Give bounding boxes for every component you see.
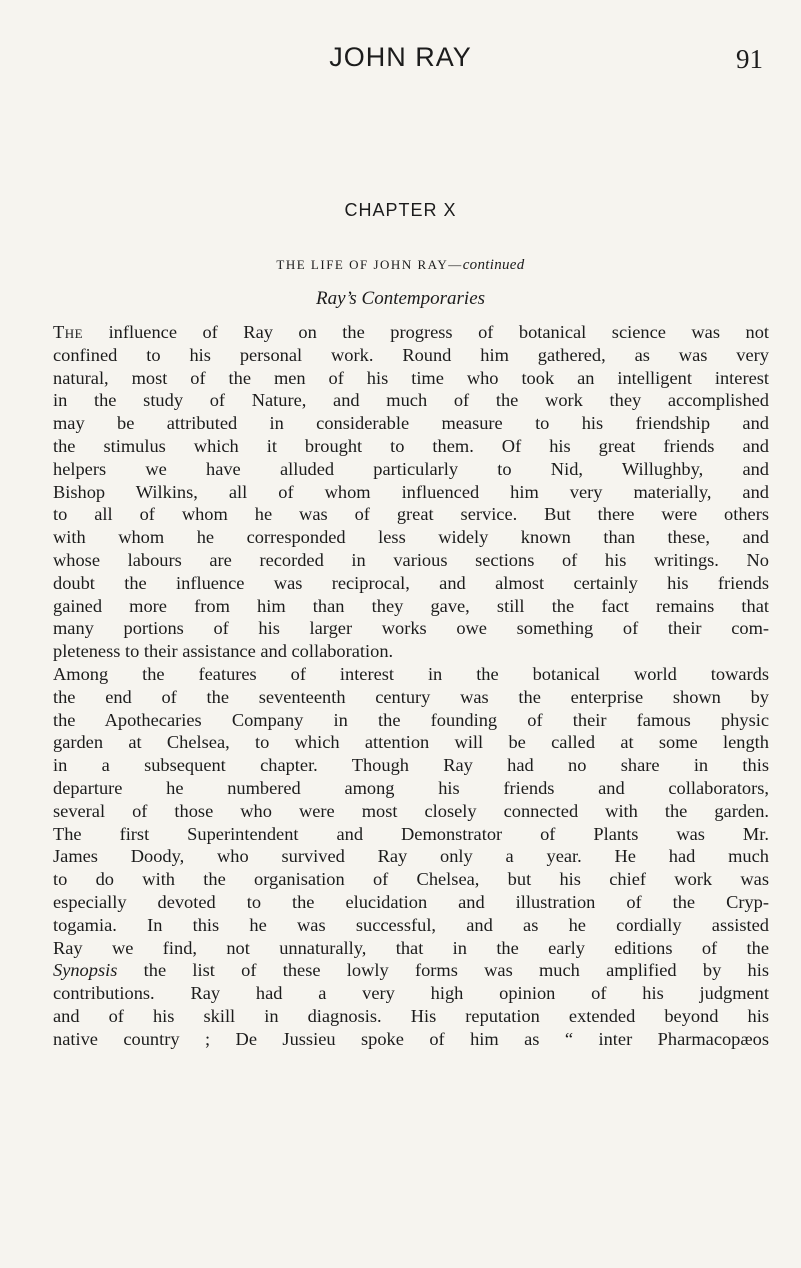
- running-head: [0, 40, 801, 80]
- text-line: the end of the seventeenth century was the enterprise shown by: [53, 686, 769, 707]
- text-line: whose labours are recorded in various sections of his writings. No: [53, 549, 769, 570]
- text-line: Among the features of interest in the botanical world towards: [53, 663, 769, 684]
- text-line: garden at Chelsea, to which attention will be called at some length: [53, 732, 769, 753]
- text-line: especially devoted to the elucidation and illustration of the Cryp-: [53, 891, 769, 912]
- text-line: departure he numbered among his friends and collaborators,: [53, 777, 769, 798]
- text-line: gained more from him than they gave, still the fact remains that: [53, 595, 769, 616]
- text-line: in a subsequent chapter. Though Ray had no share in this: [53, 755, 769, 776]
- text-line: the Apothecaries Company in the founding of their famous physic: [53, 709, 769, 730]
- text-line: The first Superintendent and Demonstrator of Plants was Mr.: [53, 823, 769, 844]
- text-line: may be attributed in considerable measure to his friendship and: [53, 413, 769, 434]
- text-line: confined to his personal work. Round him gathered, as was very: [53, 344, 769, 365]
- synopsis-title: Synopsis: [53, 960, 118, 981]
- synopsis-line-rest: the list of these lowly forms was much amplified by his: [117, 960, 769, 981]
- lead-word: The: [53, 322, 84, 342]
- text-line: pleteness to their assistance and collaboration.: [53, 641, 394, 662]
- text-line: natural, most of the men of his time who took an intelligent interest: [53, 367, 769, 388]
- text-line: Ray we find, not unnaturally, that in the early editions of the: [53, 937, 769, 958]
- text-line: native country ; De Jussieu spoke of him as “ inter Pharmacopæos: [53, 1028, 769, 1049]
- text-line: doubt the influence was reciprocal, and almost certainly his friends: [53, 572, 769, 593]
- text-line: several of those who were most closely connected with the garden.: [53, 800, 769, 821]
- chapter-subtitle: [0, 257, 801, 274]
- text-line: the stimulus which it brought to them. Of his great friends and: [53, 435, 769, 456]
- text-line: [53, 959, 769, 982]
- chapter-heading: CHAPTER X: [344, 200, 457, 220]
- text-line: in the study of Nature, and much of the work they accomplished: [53, 390, 769, 411]
- text-line: with whom he corresponded less widely known than these, and: [53, 527, 769, 548]
- chapter-subtitle-emphasis: continued: [462, 257, 525, 273]
- text-line: to all of whom he was of great service. But there were others: [53, 504, 769, 525]
- text-line: helpers we have alluded particularly to Nid, Willughby, and: [53, 458, 769, 479]
- text-line: Bishop Wilkins, all of whom influenced him very materially, and: [53, 481, 769, 502]
- text-line: to do with the organisation of Chelsea, but his chief work was: [53, 869, 769, 890]
- text-line: and of his skill in diagnosis. His reputation extended beyond his: [53, 1005, 769, 1026]
- page-number: 91: [736, 44, 763, 74]
- section-title: Ray’s Contemporaries: [315, 288, 486, 309]
- text-line: James Doody, who survived Ray only a year. He had much: [53, 846, 769, 867]
- text-line: contributions. Ray had a very high opinion of his judgment: [53, 983, 769, 1004]
- text-line: many portions of his larger works owe something of their com-: [53, 618, 769, 639]
- body-text: [53, 321, 769, 1051]
- first-line-rest: influence of Ray on the progress of botanical science was not: [83, 322, 769, 342]
- running-title: JOHN RAY: [329, 42, 472, 72]
- text-line: [53, 321, 769, 344]
- chapter-subtitle-main: THE LIFE OF JOHN RAY—: [276, 257, 463, 272]
- text-line: togamia. In this he was successful, and as he cordially assisted: [53, 914, 769, 935]
